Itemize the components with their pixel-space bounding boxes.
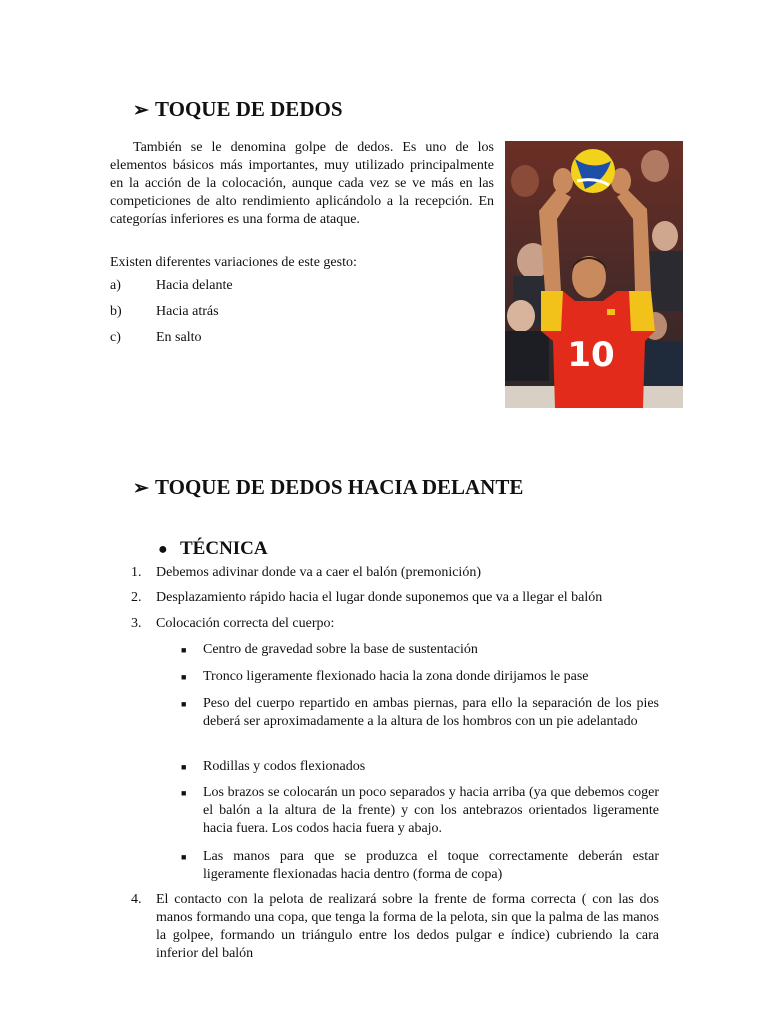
heading-toque-de-dedos — [133, 96, 343, 124]
body-point: ■ Peso del cuerpo repartido en ambas piernas, para ello la separación de los pies deberá ser aproximadamente a la altura de los hombros con un pie adelantado — [181, 696, 659, 729]
list-item: a) Hacia delante — [110, 278, 233, 293]
list-item: b) Hacia atrás — [110, 304, 219, 319]
variations-intro: Existen diferentes variaciones de este gesto: — [110, 255, 357, 270]
subheading-tecnica: ● TÉCNICA — [158, 538, 268, 559]
square-bullet-icon: ■ — [181, 645, 187, 655]
heading-toque-hacia-delante — [133, 474, 523, 502]
heading-text: TOQUE DE DEDOS HACIA DELANTE — [155, 475, 524, 499]
jersey-number: 10 — [567, 335, 615, 375]
volleyball-player-photo — [505, 141, 683, 408]
intro-paragraph: También se le denomina golpe de dedos. Es uno de los elementos básicos más importantes, muy utilizado principalmente en la acción de la colocación, aunque cada vez se ve más en las competiciones de alto rendimiento aplicándolo a la recepción. En categorías inferiores es una forma de ataque. — [110, 140, 494, 227]
body-point: ■ Las manos para que se produzca el toque correctamente deberán estar ligeramente flexionadas hacia dentro (forma de copa) — [181, 849, 659, 882]
square-bullet-icon: ■ — [181, 788, 187, 798]
body-point: ■ Tronco ligeramente flexionado hacia la zona donde dirijamos le pase — [181, 669, 589, 684]
step-3: 3. Colocación correcta del cuerpo: — [131, 616, 335, 631]
step-4: 4. El contacto con la pelota de realizará sobre la frente de forma correcta ( con las dos manos formando una copa, que tenga la forma de la pelota, sin que la palma de las manos la golpee, formando un triángulo entre los dedos pulgar e índice) cubriendo la cara inferior del balón — [131, 892, 659, 961]
heading-text: TOQUE DE DEDOS — [155, 97, 343, 121]
list-item: c) En salto — [110, 330, 202, 345]
variations-list — [110, 277, 233, 355]
bullet-dot-icon: ● — [158, 541, 168, 558]
step-1: 1. Debemos adivinar donde va a caer el balón (premonición) — [131, 565, 481, 580]
step-2: 2. Desplazamiento rápido hacia el lugar donde suponemos que va a llegar el balón — [131, 590, 603, 605]
square-bullet-icon: ■ — [181, 762, 187, 772]
arrow-bullet-icon: ➢ — [133, 100, 149, 121]
arrow-bullet-icon: ➢ — [133, 478, 149, 499]
body-point: ■ Centro de gravedad sobre la base de sustentación — [181, 642, 478, 657]
body-point: ■ Rodillas y codos flexionados — [181, 759, 366, 774]
body-point: ■ Los brazos se colocarán un poco separados y hacia arriba (ya que debemos coger el balón a la altura de la frente) y con los antebrazos orientados ligeramente hacia fuera. Los codos hacia fuera y abajo. — [181, 785, 659, 836]
volleyball-player-illustration — [505, 141, 683, 408]
square-bullet-icon: ■ — [181, 699, 187, 709]
square-bullet-icon: ■ — [181, 672, 187, 682]
square-bullet-icon: ■ — [181, 852, 187, 862]
